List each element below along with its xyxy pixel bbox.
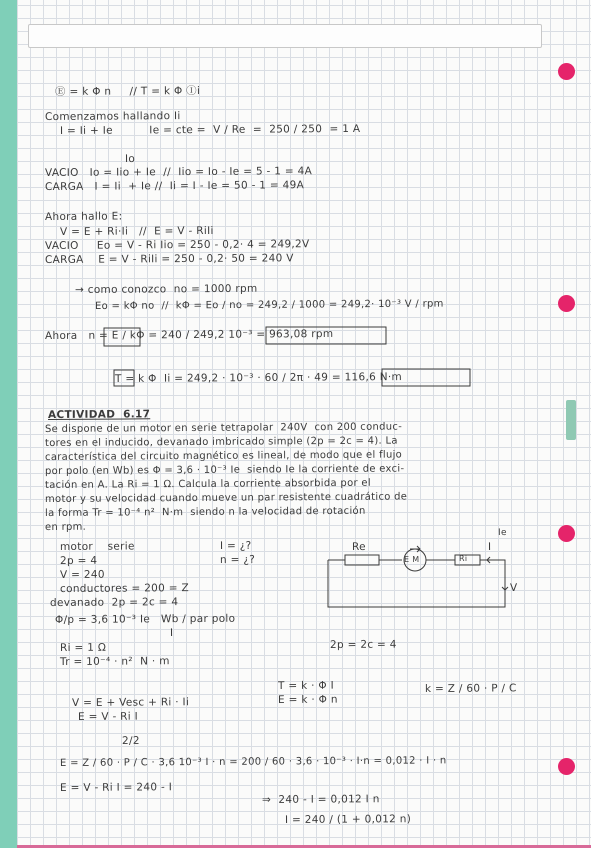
data-line: Φ/p = 3,6 10⁻³ Ie Wb / par polo	[54, 612, 236, 626]
note-line: CARGA I = Ii + Ie // Ii = I - Ie = 50 - 1 = 49A	[44, 179, 305, 193]
note-line: CARGA E = V - RiIi = 250 - 0,2· 50 = 240 V	[44, 252, 294, 266]
equation-line: V = E + Vesc + Ri · Ii	[71, 696, 190, 709]
equation-line: E = V - Ri I = 240 - I	[59, 781, 173, 794]
equation-line: T = k · Φ I	[277, 679, 335, 692]
equation-line: 2/2	[121, 734, 140, 747]
note-line: Comenzamos hallando Ii	[44, 110, 181, 123]
note-line: I = Ii + Ie Ie = cte = V / Re = 250 / 250 = 1 A	[59, 122, 361, 137]
activity-title: ACTIVIDAD 6.17	[47, 408, 151, 421]
circuit-motor-label: E M	[403, 554, 420, 564]
circuit-current-label: I	[487, 540, 492, 553]
circuit-ri-label: Ri	[458, 553, 468, 563]
circuit-voltage-label: V	[509, 581, 518, 594]
data-line: n = ¿?	[219, 553, 256, 566]
equation-line: ⇒ 240 - I = 0,012 I n	[261, 793, 380, 806]
equation-line: E = k · Φ n	[277, 693, 338, 706]
equation-line: k = Z / 60 · P / C	[424, 682, 517, 695]
data-line: 2p = 2c = 4	[329, 638, 397, 651]
data-line: 2p = 4	[59, 554, 98, 567]
problem-text: característica del circuito magnético es lineal, de modo que el flujo	[44, 449, 403, 463]
equation-line: E = Z / 60 · P / C · 3,6 10⁻³ I · n = 200 / 60 · 3,6 · 10⁻³ · I·n = 0,012 · I · n	[59, 755, 447, 769]
problem-text: en rpm.	[44, 521, 87, 533]
problem-text: tores en el inducido, devanado imbricado simple (2p = 2c = 4). La	[44, 435, 398, 449]
note-line: Ahora hallo E:	[44, 210, 123, 223]
circuit-ie-label: Ie	[497, 527, 507, 538]
note-line: Ahora n = E / kΦ = 240 / 249,2 10⁻³ = 963,08 rpm	[44, 327, 334, 342]
note-line: VACIO Io = Iio + Ie // Iio = Io - Ie = 5 - 1 = 4A	[44, 165, 313, 179]
data-line: conductores = 200 = Z	[59, 582, 190, 595]
data-line: I = ¿?	[219, 539, 252, 552]
note-line: Io	[124, 152, 136, 165]
problem-text: por polo (en Wb) es Φ = 3,6 · 10⁻³ Ie siendo Ie la corriente de exci-	[44, 463, 405, 477]
data-line: Tr = 10⁻⁴ · n² N · m	[59, 655, 170, 668]
note-line: Ⓔ = k Φ n // T = k Φ Ⓘi	[54, 84, 201, 98]
note-line: Eo = kΦ no // kΦ = Eo / no = 249,2 / 1000 = 249,2· 10⁻³ V / rpm	[94, 298, 444, 312]
data-line: V = 240	[59, 568, 105, 581]
problem-text: motor y su velocidad cuando mueve un par resistente cuadrático de	[44, 491, 408, 505]
data-line: I	[169, 626, 174, 639]
data-line: devanado 2p = 2c = 4	[49, 596, 179, 609]
problem-text: Se dispone de un motor en serie tetrapolar 240V con 200 conduc-	[44, 421, 403, 435]
problem-text: la forma Tr = 10⁻⁴ n² N·m siendo n la velocidad de rotación	[44, 505, 366, 519]
note-line: VACIO Eo = V - Ri Iio = 250 - 0,2· 4 = 249,2V	[44, 238, 310, 252]
note-line: → como conozco no = 1000 rpm	[74, 282, 258, 296]
equation-line: I = 240 / (1 + 0,012 n)	[284, 813, 412, 826]
equation-line: E = V - Ri I	[77, 710, 139, 723]
problem-text: tación en A. La Ri = 1 Ω. Calcula la corriente absorbida por el	[44, 477, 371, 491]
data-line: motor serie	[59, 540, 135, 553]
note-line: V = E + Ri·Ii // E = V - RiIi	[59, 224, 214, 238]
circuit-re-label: Re	[351, 540, 366, 553]
note-line: T = k Φ Ii = 249,2 · 10⁻³ · 60 / 2π · 49 = 116,6 N·m	[114, 370, 403, 385]
data-line: Ri = 1 Ω	[59, 641, 107, 654]
